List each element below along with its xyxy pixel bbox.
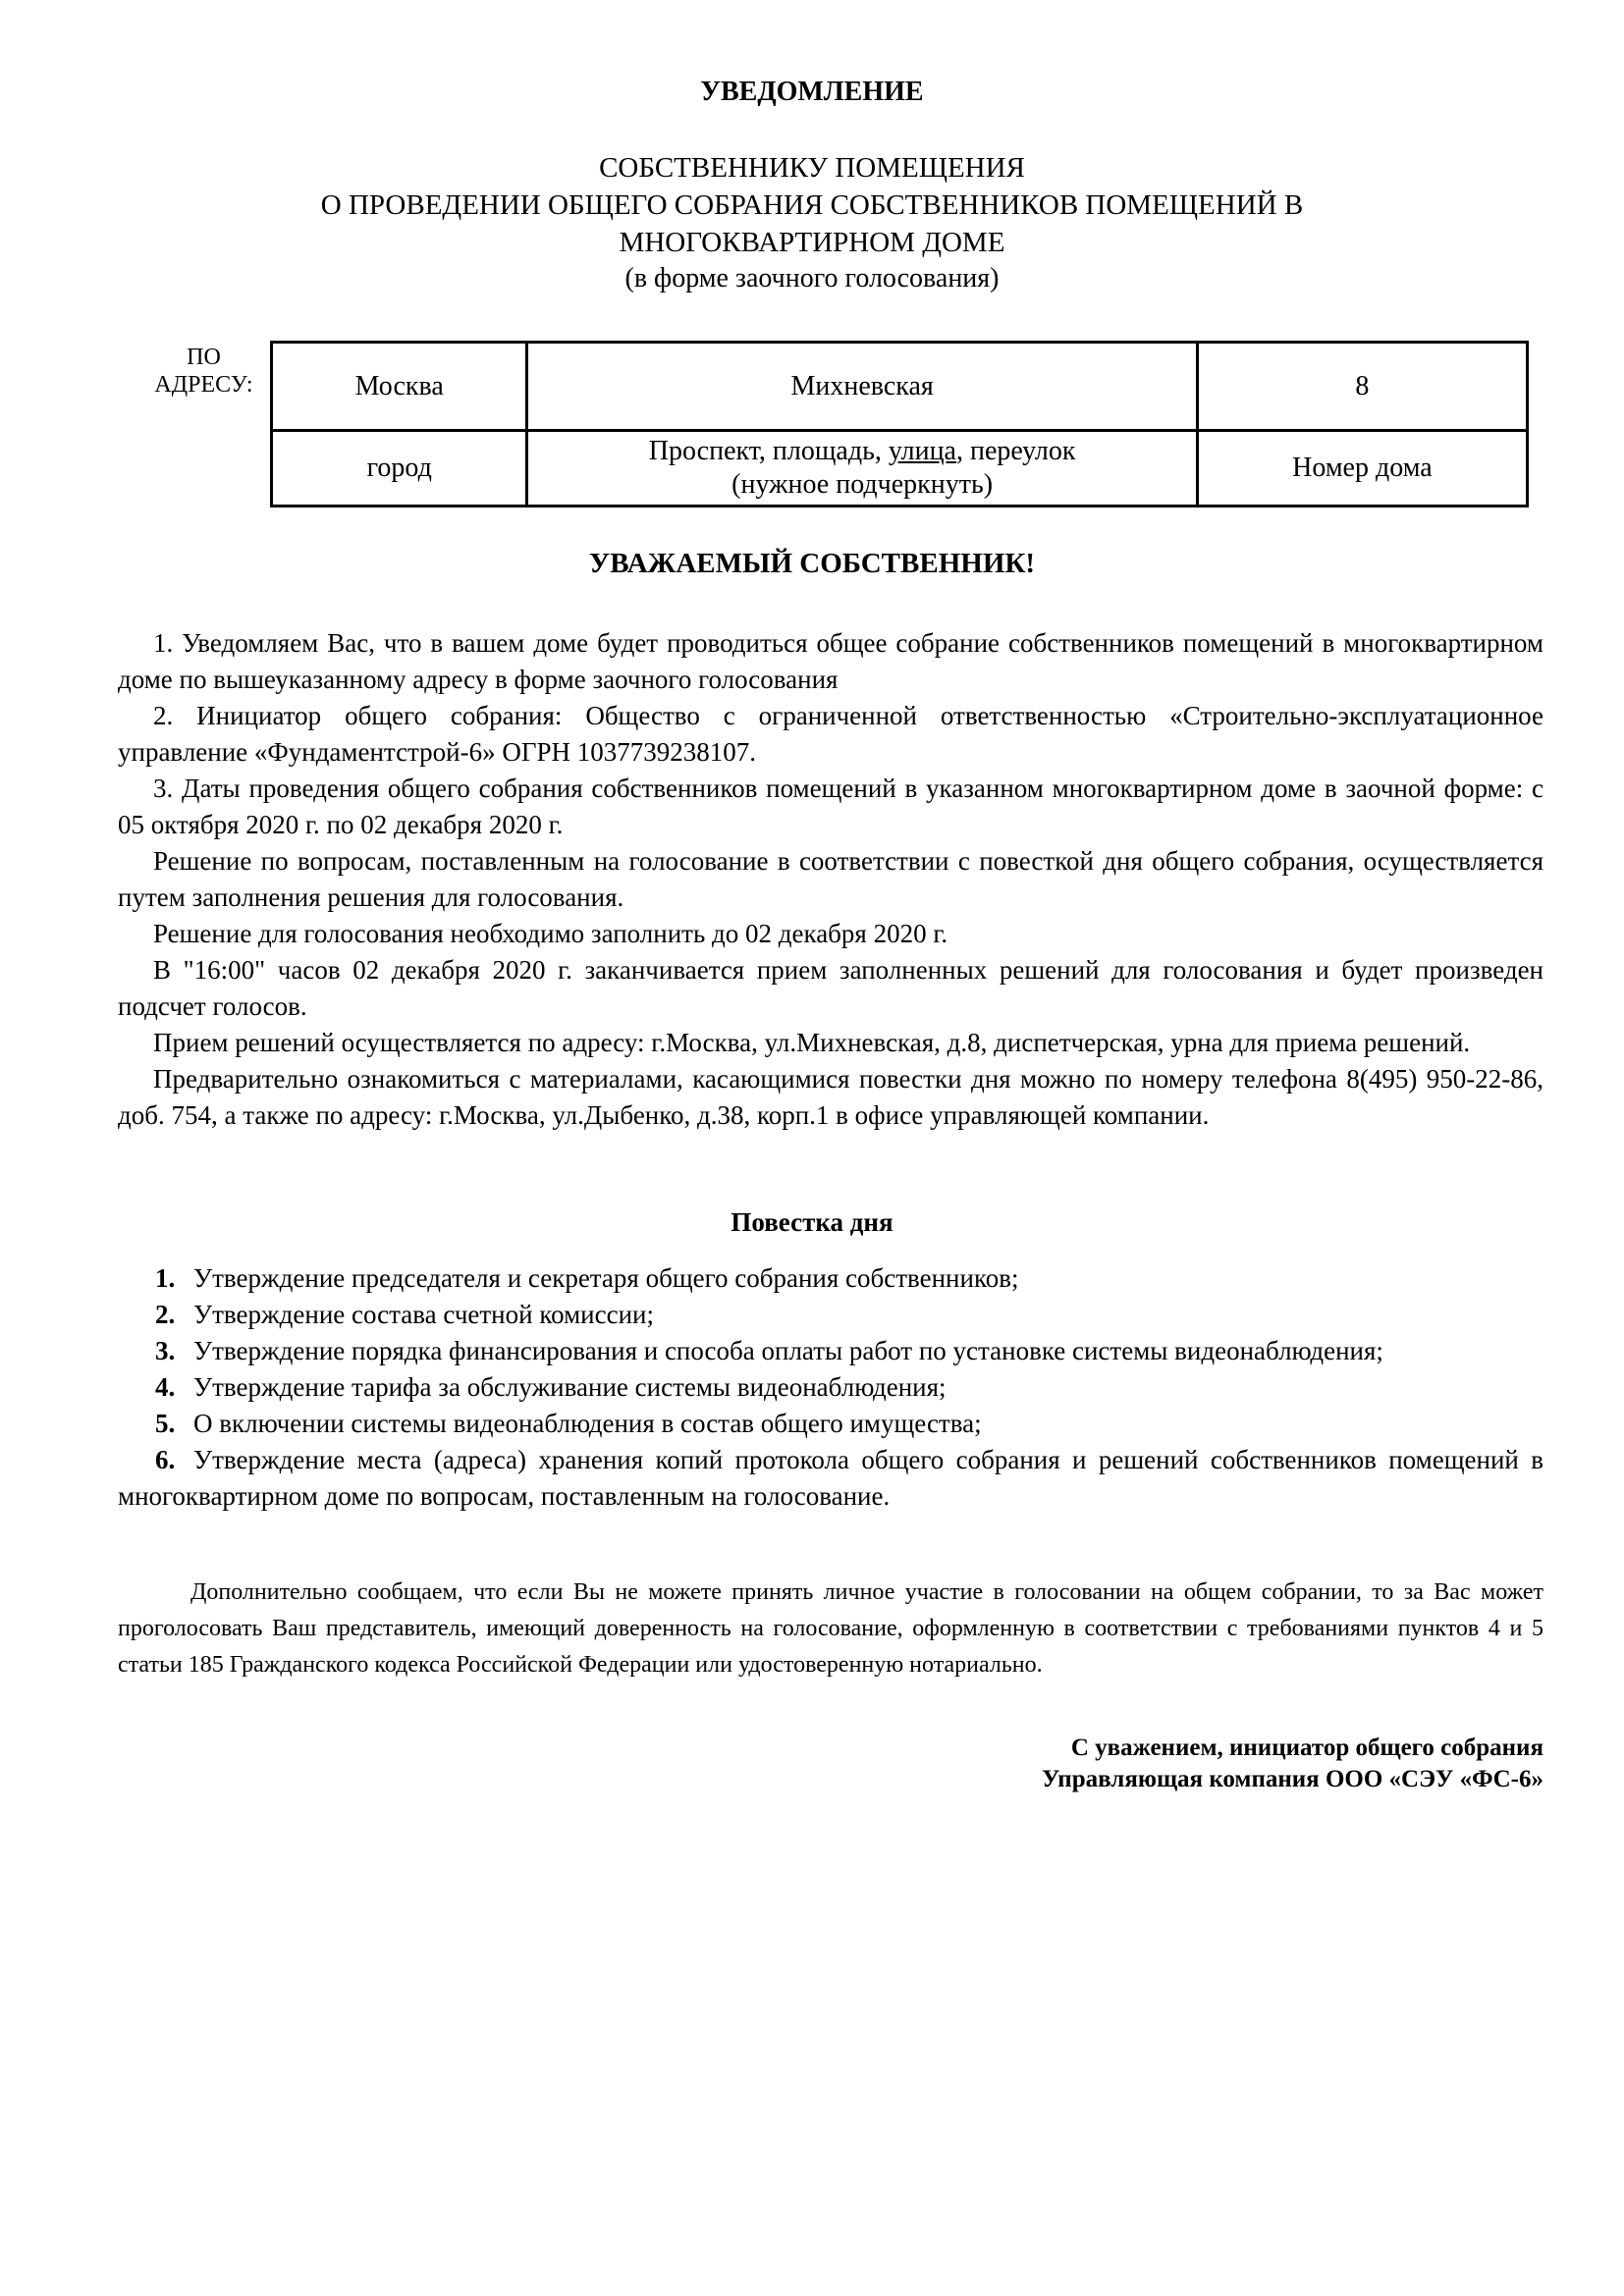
- address-label-line: ПО: [187, 345, 221, 370]
- body-paragraph: Предварительно ознакомиться с материалами, касающимися повестки дня можно по номеру телефона 8(495) 950-22-86, доб. 754, а также по адресу: г.Москва, ул.Дыбенко, д.38, корп.1 в офисе управляющей компании.: [118, 1064, 1543, 1130]
- agenda-item-text: Утверждение тарифа за обслуживание системы видеонаблюдения;: [193, 1372, 947, 1402]
- street-type-caption-hint: (нужное подчеркнуть): [731, 469, 994, 500]
- address-table: [270, 341, 1529, 507]
- document-title: УВЕДОМЛЕНИЕ: [700, 77, 924, 107]
- agenda-item-text: О включении системы видеонаблюдения в состав общего имущества;: [193, 1409, 982, 1438]
- address-label-line: АДРЕСУ:: [154, 372, 253, 398]
- agenda-list: [118, 1260, 1543, 1515]
- agenda-item: [118, 1442, 1543, 1515]
- house-number-caption: Номер дома: [1197, 431, 1527, 507]
- agenda-item-number: 3.: [155, 1336, 176, 1365]
- proxy-voting-note: Дополнительно сообщаем, что если Вы не можете принять личное участие в голосовании на общем собрании, то за Вас может проголосовать Ваш представитель, имеющий доверенность на голосование, оформленную в соответствии с требованиями пунктов 4 и 5 статьи 185 Гражданского кодекса Российской Федерации или удостоверенную нотариально.: [118, 1579, 1543, 1678]
- agenda-item-number: 1.: [155, 1263, 176, 1293]
- voting-form-note: (в форме заочного голосования): [624, 263, 1000, 294]
- street-type-caption: [527, 431, 1197, 507]
- greeting-heading: УВАЖАЕМЫЙ СОБСТВЕННИК!: [588, 548, 1036, 579]
- city-value: Москва: [272, 343, 527, 431]
- signature-line: С уважением, инициатор общего собрания: [1070, 1735, 1543, 1761]
- street-type-caption-text: Проспект, площадь,: [648, 436, 889, 466]
- agenda-item-number: 2.: [155, 1300, 176, 1329]
- body-paragraph: Решение по вопросам, поставленным на голосование в соответствии с повесткой дня общего собрания, осуществляется путем заполнения решения для голосования.: [118, 846, 1543, 912]
- subtitle-line: СОБСТВЕННИКУ ПОМЕЩЕНИЯ: [599, 152, 1025, 184]
- signature-line: Управляющая компания ООО «СЭУ «ФС-6»: [1042, 1766, 1543, 1792]
- body-paragraph: 3. Даты проведения общего собрания собственников помещений в указанном многоквартирном доме в заочной форме: с 05 октября 2020 г. по 02 декабря 2020 г.: [118, 774, 1543, 839]
- document-subtitle: [0, 149, 1624, 261]
- agenda-item-text: Утверждение председателя и секретаря общего собрания собственников;: [193, 1263, 1019, 1293]
- address-captions-row: [272, 431, 1528, 507]
- agenda-item-number: 5.: [155, 1409, 176, 1438]
- house-number-value: 8: [1197, 343, 1527, 431]
- street-type-caption-text: , переулок: [955, 436, 1076, 466]
- subtitle-line: О ПРОВЕДЕНИИ ОБЩЕГО СОБРАНИЯ СОБСТВЕННИКОВ ПОМЕЩЕНИЙ В: [320, 189, 1304, 221]
- agenda-item: [118, 1333, 1543, 1369]
- body-paragraph: Прием решений осуществляется по адресу: г.Москва, ул.Михневская, д.8, диспетчерская, урна для приема решений.: [153, 1028, 1471, 1057]
- body-paragraph: Решение для голосования необходимо заполнить до 02 декабря 2020 г.: [153, 919, 948, 948]
- notice-body: [118, 625, 1543, 1134]
- agenda-item: [118, 1260, 1543, 1297]
- subtitle-line: МНОГОКВАРТИРНОМ ДОМЕ: [619, 227, 1005, 258]
- street-type-underlined: улица: [888, 436, 956, 466]
- agenda-item: [118, 1297, 1543, 1333]
- agenda-title: Повестка дня: [731, 1207, 893, 1237]
- agenda-item: [118, 1406, 1543, 1442]
- signature-block: [118, 1733, 1543, 1795]
- agenda-item: [118, 1369, 1543, 1406]
- address-values-row: [272, 343, 1528, 431]
- body-paragraph: 1. Уведомляем Вас, что в вашем доме будет проводиться общее собрание собственников помещений в многоквартирном доме по вышеуказанному адресу в форме заочного голосования: [118, 628, 1543, 694]
- agenda-item-text: Утверждение состава счетной комиссии;: [193, 1300, 654, 1329]
- agenda-item-text: Утверждение порядка финансирования и способа оплаты работ по установке системы видеонаблюдения;: [193, 1336, 1383, 1365]
- city-caption: город: [272, 431, 527, 507]
- body-paragraph: В "16:00" часов 02 декабря 2020 г. заканчивается прием заполненных решений для голосования и будет произведен подсчет голосов.: [118, 955, 1543, 1021]
- agenda-item-number: 4.: [155, 1372, 176, 1402]
- address-label: [147, 344, 260, 399]
- agenda-item-text: Утверждение места (адреса) хранения копий протокола общего собрания и решений собственников помещений в многоквартирном доме по вопросам, поставленным на голосование.: [118, 1445, 1543, 1511]
- agenda-item-number: 6.: [155, 1445, 176, 1474]
- street-value: Михневская: [527, 343, 1197, 431]
- body-paragraph: 2. Инициатор общего собрания: Общество с ограниченной ответственностью «Строительно-эксплуатационное управление «Фундаментстрой-6» ОГРН 1037739238107.: [118, 701, 1543, 767]
